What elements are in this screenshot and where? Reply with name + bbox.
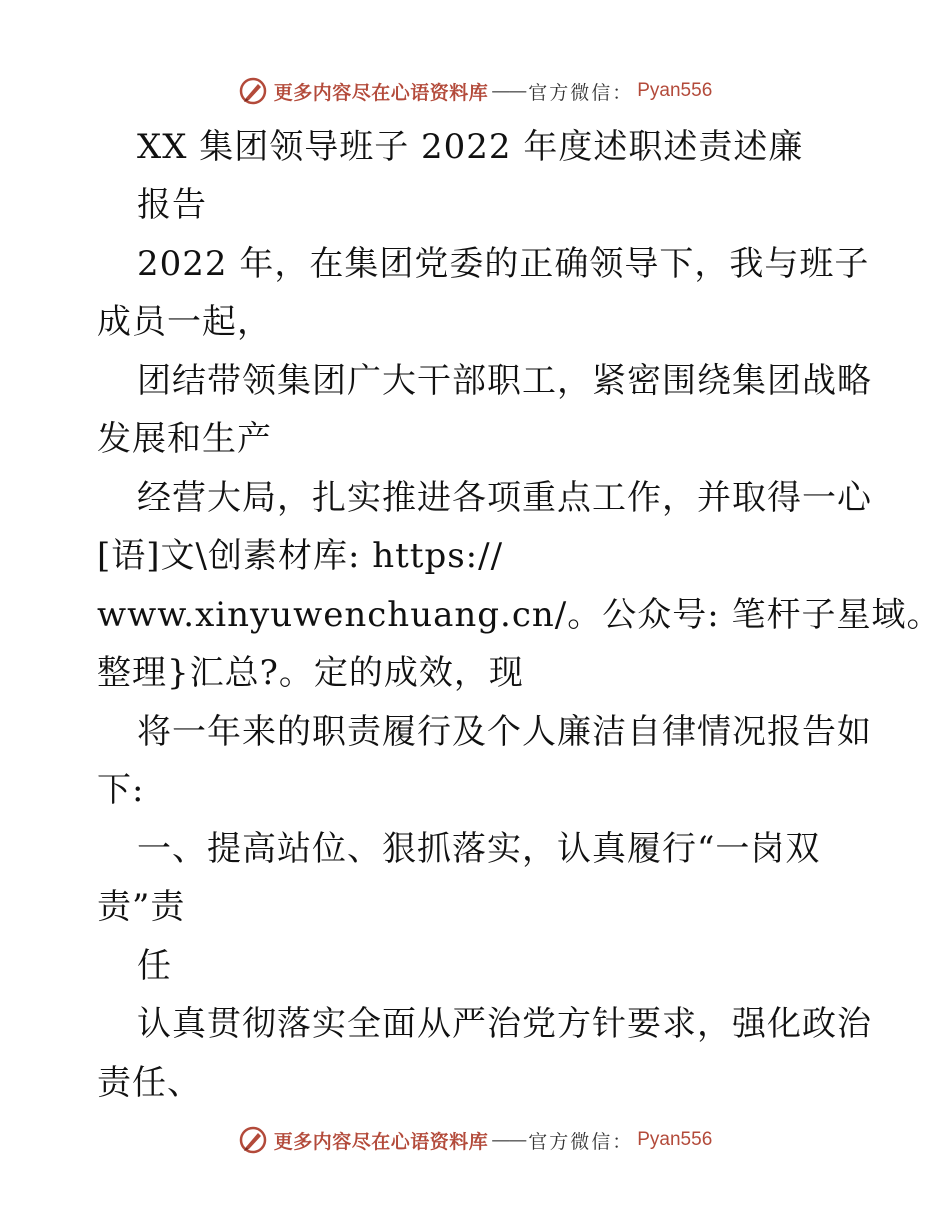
doc-line: [语]文\创素材库: https:// bbox=[97, 536, 504, 576]
doc-heading-line: 任 bbox=[137, 946, 172, 986]
doc-line: 下: bbox=[97, 770, 145, 810]
watermark-brand: 更多内容尽在心语资料库 bbox=[273, 81, 489, 104]
doc-line: 整理}汇总?。定的成效，现 bbox=[97, 653, 524, 693]
watermark-footer bbox=[0, 1120, 950, 1160]
watermark-wechat-label: 官方微信： bbox=[528, 1130, 634, 1153]
watermark-dash: —— bbox=[491, 80, 526, 102]
doc-line: 责任、 bbox=[97, 1063, 202, 1103]
doc-line: 成员一起， bbox=[97, 302, 272, 342]
doc-line: 将一年来的职责履行及个人廉洁自律情况报告如 bbox=[137, 712, 872, 752]
doc-line: 发展和生产 bbox=[97, 419, 272, 459]
doc-title-line-2: 报告 bbox=[137, 185, 207, 225]
doc-heading-line: 一、提高站位、狠抓落实，认真履行“一岗双 bbox=[137, 829, 821, 869]
watermark-wechat-label: 官方微信： bbox=[528, 81, 634, 104]
doc-line: 经营大局，扎实推进各项重点工作，并取得一心 bbox=[137, 478, 872, 518]
watermark-wechat-id: Pyan556 bbox=[637, 80, 713, 101]
watermark-wechat-id: Pyan556 bbox=[637, 1129, 713, 1150]
doc-line: www.xinyuwenchuang.cn/。公众号: 笔杆子星域。 bbox=[97, 595, 942, 635]
doc-line: 团结带领集团广大干部职工，紧密围绕集团战略 bbox=[137, 361, 872, 401]
watermark-dash: —— bbox=[491, 1129, 526, 1151]
pen-logo-icon bbox=[238, 1125, 268, 1155]
doc-heading-line: 责”责 bbox=[97, 887, 186, 927]
watermark-brand: 更多内容尽在心语资料库 bbox=[273, 1130, 489, 1153]
doc-title-line-1: XX 集团领导班子 2022 年度述职述责述廉 bbox=[137, 127, 804, 167]
doc-line: 2022 年，在集团党委的正确领导下，我与班子 bbox=[137, 244, 870, 284]
doc-line: 认真贯彻落实全面从严治党方针要求，强化政治 bbox=[137, 1004, 872, 1044]
